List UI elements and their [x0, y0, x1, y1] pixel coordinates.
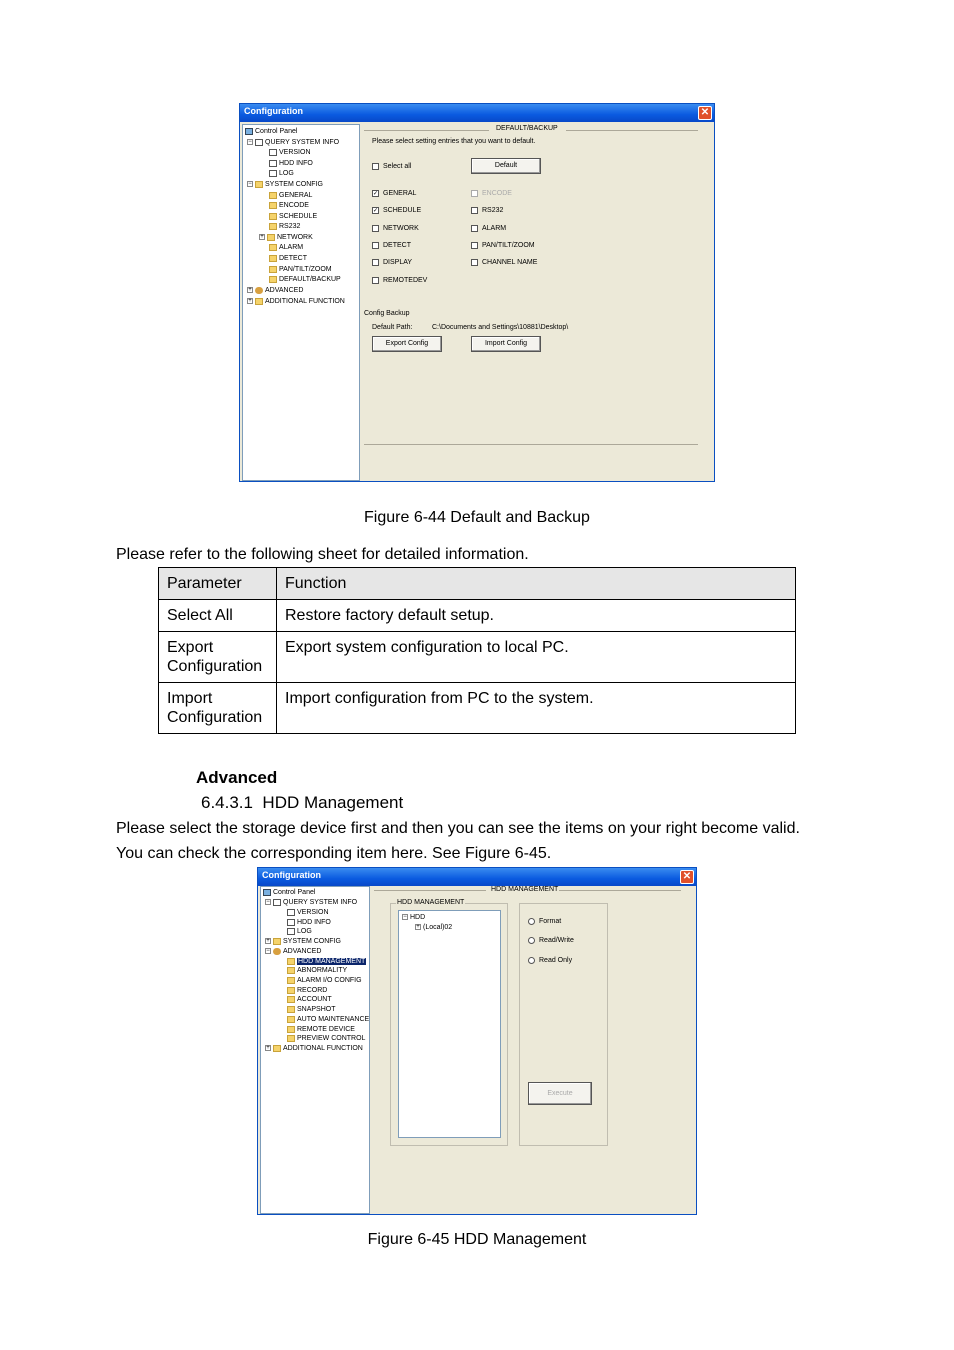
tree-item-record[interactable]: RECORD [287, 986, 327, 995]
general-label: GENERAL [383, 190, 417, 197]
tree-item-network[interactable]: + NETWORK [260, 234, 313, 241]
tree-panel [260, 886, 370, 1214]
close-icon[interactable]: ✕ [698, 106, 712, 120]
section-heading: Advanced [196, 768, 278, 787]
window-titlebar[interactable] [258, 868, 696, 886]
channel-name-checkbox[interactable] [471, 259, 478, 266]
config-window-hdd-management [257, 867, 697, 1215]
network-label: NETWORK [383, 225, 419, 232]
tree-item-additional-function[interactable]: + ADDITIONAL FUNCTION [248, 298, 345, 305]
tree-item-snapshot[interactable]: SNAPSHOT [287, 1005, 336, 1014]
window-title: Configuration [262, 870, 321, 880]
function-cell: Export system configuration to local PC. [277, 632, 796, 683]
tree-item-auto-maintenance[interactable]: AUTO MAINTENANCE [287, 1015, 369, 1024]
tree-item-preview-control[interactable]: PREVIEW CONTROL [287, 1034, 365, 1043]
figure-caption-6-44: Figure 6-44 Default and Backup [364, 509, 590, 526]
format-label: Format [539, 918, 562, 925]
group-line-left [364, 130, 489, 131]
folder-icon [287, 1035, 295, 1042]
tree-item-additional-function[interactable]: + ADDITIONAL FUNCTION [266, 1045, 363, 1052]
schedule-checkbox[interactable]: ✓ [373, 208, 379, 214]
group-line-right [566, 130, 698, 131]
expand-icon[interactable]: + [416, 924, 420, 931]
select-all-checkbox[interactable] [372, 163, 379, 170]
table-header-row [159, 568, 796, 600]
window-titlebar[interactable] [240, 104, 714, 122]
folder-icon [273, 938, 281, 945]
alarm-checkbox[interactable] [471, 225, 478, 232]
expand-icon[interactable]: + [248, 287, 252, 294]
general-checkbox[interactable]: ✓ [373, 191, 379, 197]
folder-icon [287, 977, 295, 984]
tree-item-hdd-info[interactable]: HDD INFO [287, 918, 331, 927]
rs232-label: RS232 [482, 207, 504, 214]
tree-item-control-panel[interactable]: Control Panel [263, 888, 315, 897]
tree-item-remote-device[interactable]: REMOTE DEVICE [287, 1025, 355, 1034]
body-paragraph-2: You can check the corresponding item here. See Figure 6-45. [116, 845, 552, 862]
document-icon [287, 919, 295, 926]
read-only-label: Read Only [539, 957, 573, 964]
tree-item-log[interactable]: LOG [269, 169, 294, 178]
tree-item-control-panel[interactable]: Control Panel [245, 127, 297, 136]
window-title: Configuration [244, 106, 303, 116]
table-row [159, 600, 796, 632]
folder-icon [269, 266, 277, 273]
tree-item-abnormality[interactable]: ABNORMALITY [287, 966, 347, 975]
read-write-label: Read/Write [539, 937, 574, 944]
remotedev-checkbox[interactable] [372, 277, 379, 284]
tree-item-detect[interactable]: DETECT [269, 254, 307, 263]
folder-icon [287, 1016, 295, 1023]
table-row [159, 683, 796, 734]
remotedev-label: REMOTEDEV [383, 277, 428, 284]
document-icon [273, 899, 281, 906]
close-icon[interactable]: ✕ [680, 870, 694, 884]
schedule-label: SCHEDULE [383, 207, 422, 214]
default-button[interactable]: Default [471, 158, 541, 174]
tree-item-hdd-management[interactable]: HDD MANAGEMENT [287, 957, 366, 966]
document-icon [255, 139, 263, 146]
folder-icon [287, 996, 295, 1003]
expand-icon[interactable]: + [248, 298, 252, 305]
folder-icon [287, 987, 295, 994]
tree-item-encode[interactable]: ENCODE [269, 201, 309, 210]
folder-icon [287, 1006, 295, 1013]
collapse-icon[interactable]: − [403, 914, 407, 921]
config-backup-title: Config Backup [364, 310, 410, 317]
group-title: DEFAULT/BACKUP [496, 125, 558, 132]
folder-icon [269, 213, 277, 220]
param-cell: Export Configuration [159, 632, 277, 683]
tree-item-schedule[interactable]: SCHEDULE [269, 212, 317, 221]
header-function: Function [277, 568, 796, 600]
tree-item-general[interactable]: GENERAL [269, 191, 312, 200]
param-cell: Select All [159, 600, 277, 632]
expand-icon[interactable]: + [266, 938, 270, 945]
param-cell: Import Configuration [159, 683, 277, 734]
collapse-icon[interactable]: − [248, 139, 252, 146]
document-icon [287, 909, 295, 916]
select-all-label: Select all [383, 163, 412, 170]
collapse-icon[interactable]: − [266, 948, 270, 955]
document-icon [269, 149, 277, 156]
display-label: DISPLAY [383, 259, 413, 266]
tree-panel [242, 124, 360, 481]
format-radio[interactable] [528, 918, 535, 925]
alarm-label: ALARM [482, 225, 507, 232]
folder-icon [287, 958, 295, 965]
instruction-text: Please select setting entries that you want to default. [372, 138, 536, 145]
function-cell: Restore factory default setup. [277, 600, 796, 632]
tree-item-system-config[interactable]: + SYSTEM CONFIG [266, 938, 341, 945]
gear-icon [273, 948, 281, 955]
tree-item-advanced[interactable]: + ADVANCED [248, 287, 304, 294]
tree-item-hdd-info[interactable]: HDD INFO [269, 159, 313, 168]
document-icon [269, 160, 277, 167]
gear-icon [255, 287, 263, 294]
tree-item-version[interactable]: VERSION [287, 908, 329, 917]
config-window-default-backup [239, 103, 715, 482]
parameter-table [158, 567, 796, 734]
expand-icon[interactable]: + [260, 234, 264, 241]
body-paragraph-1: Please select the storage device first and then you can see the items on your right become valid. [116, 820, 800, 837]
hdd-tree[interactable] [398, 910, 501, 1138]
folder-icon [269, 255, 277, 262]
tree-item-account[interactable]: ACCOUNT [287, 995, 332, 1004]
group-line-left [374, 890, 486, 891]
pan-tilt-zoom-label: PAN/TILT/ZOOM [482, 242, 535, 249]
import-config-button[interactable]: Import Config [471, 336, 541, 352]
document-icon [287, 928, 295, 935]
tree-item-query-system-info[interactable]: − QUERY SYSTEM INFO [266, 899, 358, 906]
folder-icon [269, 244, 277, 251]
table-row [159, 632, 796, 683]
computer-icon [263, 889, 271, 896]
default-path-value: C:\Documents and Settings\10881\Desktop\ [432, 324, 569, 331]
folder-icon [269, 192, 277, 199]
folder-icon [255, 181, 263, 188]
hdd-root-item[interactable]: − HDD [403, 914, 426, 921]
tree-item-query-system-info[interactable]: − QUERY SYSTEM INFO [248, 139, 340, 146]
detect-label: DETECT [383, 242, 411, 249]
computer-icon [245, 128, 253, 135]
folder-icon [269, 223, 277, 230]
tree-item-default-backup[interactable]: DEFAULT/BACKUP [269, 275, 341, 284]
tree-item-system-config[interactable]: − SYSTEM CONFIG [248, 181, 323, 188]
export-config-button[interactable]: Export Config [372, 336, 442, 352]
folder-icon [269, 202, 277, 209]
function-cell: Import configuration from PC to the system. [277, 683, 796, 734]
network-checkbox[interactable] [372, 225, 379, 232]
bottom-separator [364, 444, 698, 445]
read-only-radio[interactable] [528, 957, 535, 964]
figure-caption-6-45: Figure 6-45 HDD Management [367, 1231, 587, 1248]
default-path-label: Default Path: [372, 324, 413, 331]
folder-icon [287, 1026, 295, 1033]
tree-item-advanced[interactable]: − ADVANCED [266, 948, 322, 955]
document-icon [269, 170, 277, 177]
tree-item-alarm[interactable]: ALARM [269, 243, 303, 252]
hdd-local-item[interactable]: + (Local)02 [416, 924, 453, 931]
display-checkbox[interactable] [372, 259, 379, 266]
intro-paragraph: Please refer to the following sheet for detailed information. [116, 546, 529, 563]
folder-icon [267, 234, 275, 241]
execute-button: Execute [528, 1082, 592, 1105]
encode-checkbox [471, 190, 478, 197]
read-write-radio[interactable] [528, 937, 535, 944]
detect-checkbox[interactable] [372, 242, 379, 249]
pan-tilt-zoom-checkbox[interactable] [471, 242, 478, 249]
tree-item-log[interactable]: LOG [287, 927, 312, 936]
encode-label: ENCODE [482, 190, 512, 197]
tree-item-version[interactable]: VERSION [269, 148, 311, 157]
inner-group-title: HDD MANAGEMENT [397, 899, 465, 906]
group-line-right [559, 890, 681, 891]
rs232-checkbox[interactable] [471, 207, 478, 214]
folder-icon [273, 1045, 281, 1052]
tree-item-alarm-io-config[interactable]: ALARM I/O CONFIG [287, 976, 362, 985]
folder-icon [269, 276, 277, 283]
expand-icon[interactable]: + [266, 1045, 270, 1052]
folder-icon [255, 298, 263, 305]
subsection-heading: 6.4.3.1 HDD Management [201, 793, 404, 812]
group-title: HDD MANAGEMENT [491, 886, 559, 893]
channel-name-label: CHANNEL NAME [482, 259, 538, 266]
collapse-icon[interactable]: − [248, 181, 252, 188]
header-parameter: Parameter [159, 568, 277, 600]
collapse-icon[interactable]: − [266, 899, 270, 906]
tree-item-pan-tilt-zoom[interactable]: PAN/TILT/ZOOM [269, 265, 332, 274]
tree-item-rs232[interactable]: RS232 [269, 222, 300, 231]
folder-icon [287, 967, 295, 974]
